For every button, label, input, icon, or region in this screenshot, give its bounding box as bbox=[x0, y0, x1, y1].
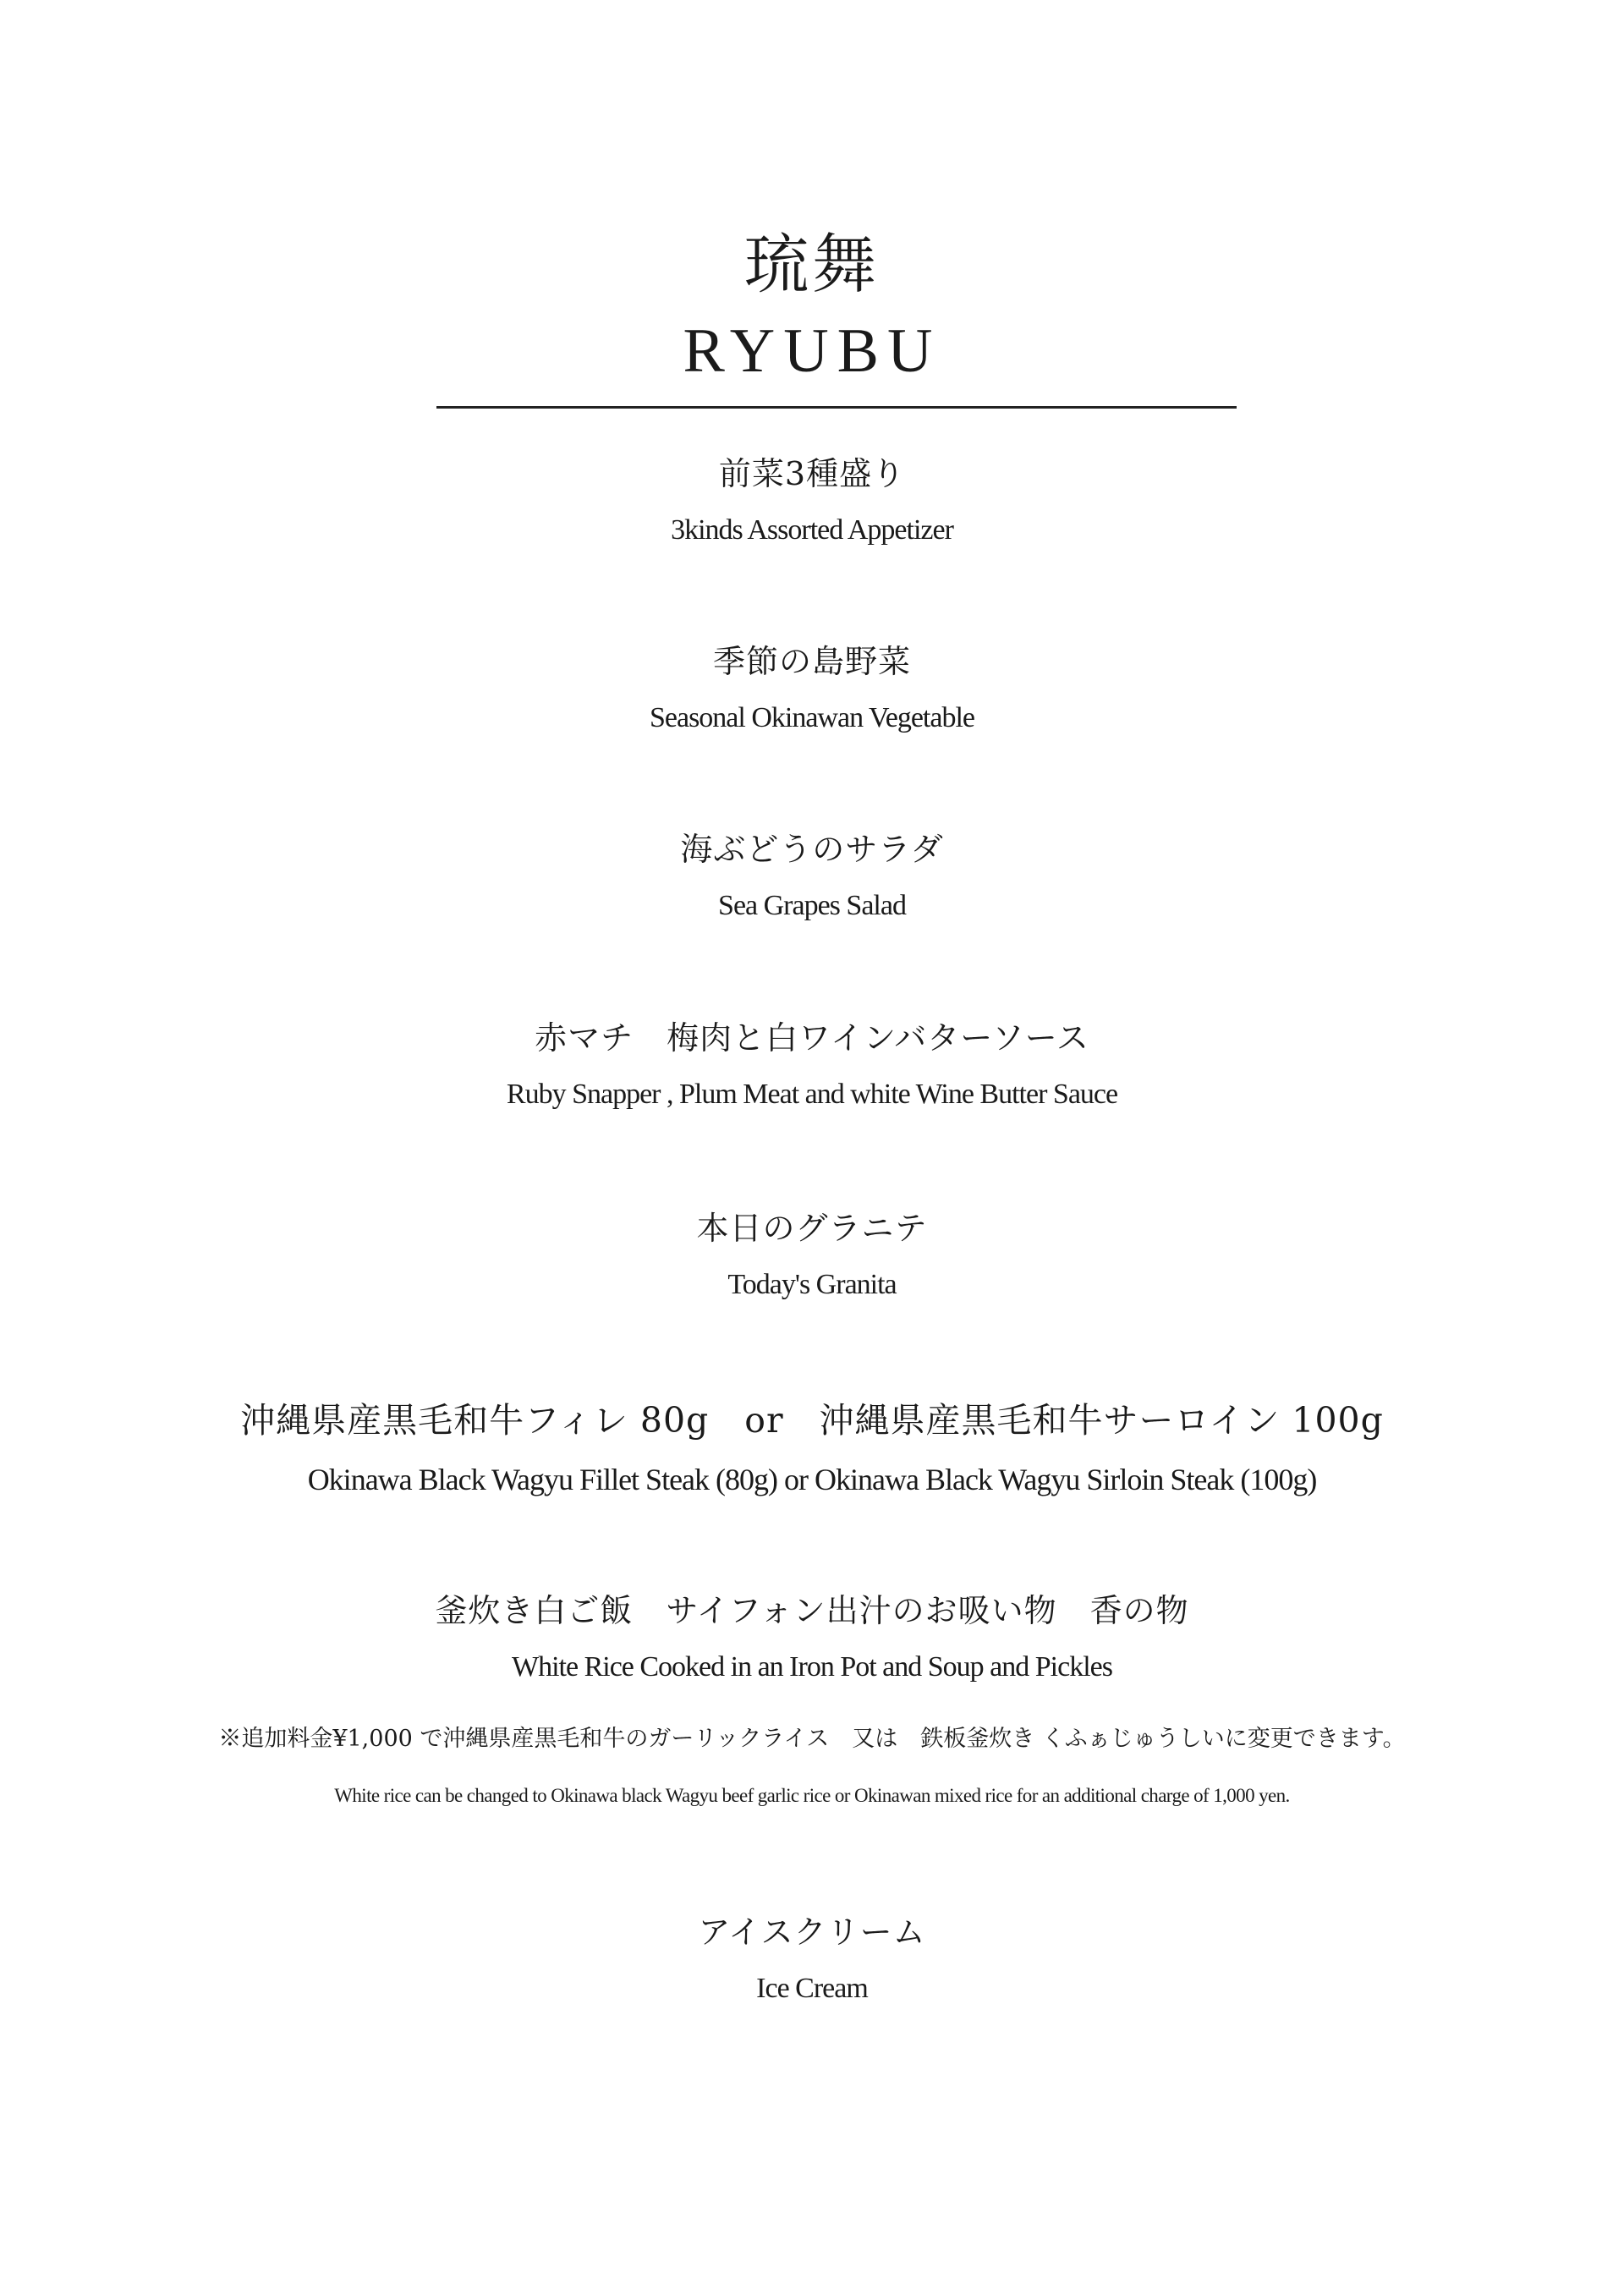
rice-upgrade-note-english: White rice can be changed to Okinawa black Wagyu beef garlic rice or Okinawan mixed rice for an additional charge of 1,000 yen. bbox=[334, 1785, 1290, 1806]
title-divider bbox=[436, 406, 1237, 409]
course-name-japanese: 釜炊き白ご飯 サイフォン出汁のお吸い物 香の物 bbox=[435, 1592, 1189, 1629]
course-name-english: White Rice Cooked in an Iron Pot and Soup and Pickles bbox=[512, 1651, 1112, 1683]
course-name-english: Seasonal Okinawan Vegetable bbox=[649, 702, 975, 733]
course-granita bbox=[0, 1208, 1624, 1303]
course-wagyu bbox=[0, 1398, 1624, 1498]
course-salad bbox=[0, 829, 1624, 924]
course-name-japanese: 赤マチ 梅肉と白ワインバターソース bbox=[535, 1019, 1089, 1057]
course-name-japanese: アイスクリーム bbox=[698, 1913, 926, 1951]
course-appetizer bbox=[0, 453, 1624, 548]
course-vegetable bbox=[0, 641, 1624, 736]
course-name-english: 3kinds Assorted Appetizer bbox=[671, 514, 953, 546]
course-rice-soup bbox=[0, 1590, 1624, 1685]
menu-title-japanese: 琉舞 bbox=[744, 227, 880, 302]
course-name-japanese: 季節の島野菜 bbox=[712, 643, 911, 680]
rice-upgrade-note-japanese: ※追加料金¥1,000 で沖縄県産黒毛和牛のガーリックライス 又は 鉄板釜炊き くふぁじゅうしいに変更できます。 bbox=[218, 1726, 1406, 1752]
course-name-japanese: 前菜3種盛り bbox=[718, 455, 906, 492]
course-name-japanese: 沖縄県産黒毛和牛フィレ 80g or 沖縄県産黒毛和牛サーロイン 100g bbox=[240, 1400, 1384, 1441]
course-fish bbox=[0, 1018, 1624, 1112]
course-name-english: Okinawa Black Wagyu Fillet Steak (80g) or Okinawa Black Wagyu Sirloin Steak (100g) bbox=[307, 1463, 1317, 1496]
menu-title-english: RYUBU bbox=[683, 316, 941, 386]
course-name-japanese: 本日のグラニテ bbox=[696, 1210, 928, 1247]
course-dessert bbox=[0, 1912, 1624, 2007]
course-name-english: Ice Cream bbox=[756, 1973, 868, 2004]
course-name-english: Today's Granita bbox=[727, 1269, 897, 1300]
course-name-english: Sea Grapes Salad bbox=[718, 890, 906, 921]
course-name-english: Ruby Snapper , Plum Meat and white Wine Butter Sauce bbox=[506, 1079, 1118, 1110]
course-name-japanese: 海ぶどうのサラダ bbox=[680, 831, 944, 868]
